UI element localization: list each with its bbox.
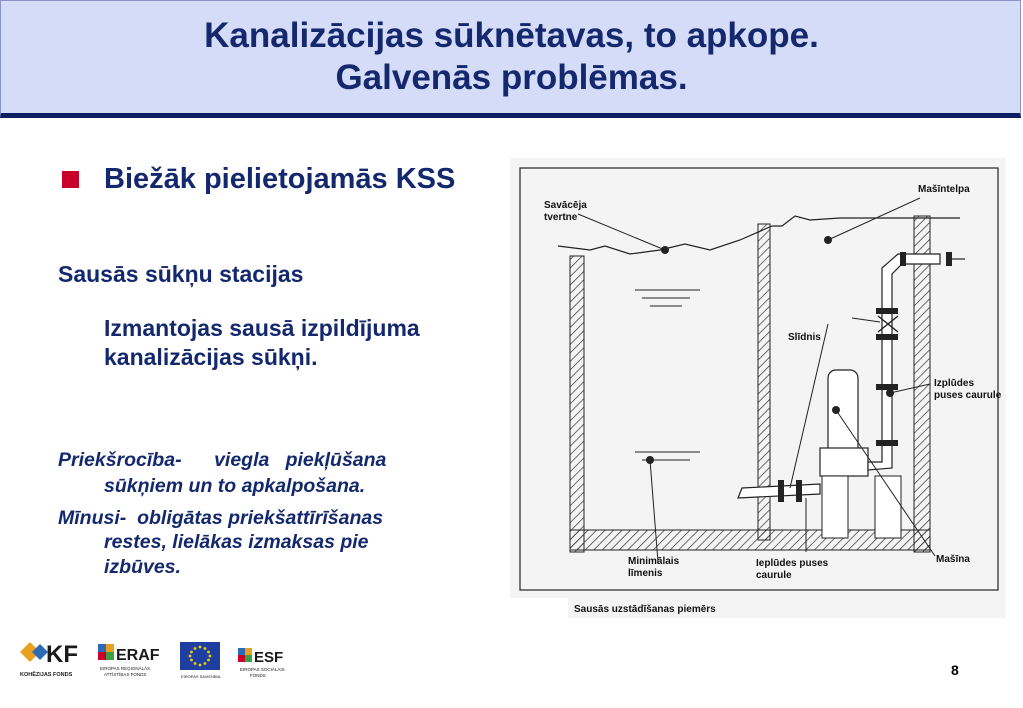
right-wall bbox=[914, 216, 930, 552]
page-number: 8 bbox=[951, 662, 959, 678]
bullet-heading: Biežāk pielietojamās KSS bbox=[104, 163, 456, 195]
pump-base bbox=[822, 476, 848, 538]
esf-logo-text: ESF bbox=[254, 649, 284, 666]
advantage-line-2: sūkņiem un to apkalpošana. bbox=[104, 475, 366, 497]
esf-logo-caption-2: FONDS bbox=[250, 673, 266, 678]
label-valve: Slīdnis bbox=[788, 332, 821, 343]
label-collection-tank-1: Savācēja bbox=[544, 200, 587, 211]
minus-line-3: izbūves. bbox=[104, 556, 181, 578]
esf-logo bbox=[238, 648, 285, 678]
eu-flag-logo bbox=[180, 642, 221, 679]
pump-casing bbox=[820, 448, 868, 476]
label-outlet-pipe-2: puses caurule bbox=[934, 390, 1002, 401]
kf-logo bbox=[20, 641, 78, 678]
label-min-level-2: līmenis bbox=[628, 568, 663, 579]
label-inlet-pipe-2: caurule bbox=[756, 570, 792, 581]
eraf-logo-text: ERAF bbox=[116, 647, 160, 664]
description-paragraph: Izmantojas sausā izpildījuma kanalizācijas sūkņi. bbox=[104, 315, 420, 370]
esf-logo-caption-1: EIROPAS SOCIĀLAIS bbox=[240, 667, 285, 672]
bullet-square-icon bbox=[62, 171, 79, 188]
label-inlet-pipe-1: Ieplūdes puses bbox=[756, 558, 829, 569]
outlet-flange-4 bbox=[876, 440, 898, 446]
eraf-logo-caption-1: EIROPAS REĢIONĀLĀS bbox=[100, 666, 151, 671]
outlet-top-flange-1 bbox=[900, 252, 906, 266]
inlet-flange-1 bbox=[778, 480, 784, 502]
outlet-top-flange-2 bbox=[946, 252, 952, 266]
label-machine: Mašīna bbox=[936, 554, 970, 565]
outlet-flange-2 bbox=[876, 334, 898, 340]
outlet-flange-1 bbox=[876, 308, 898, 314]
slide-title-line-1: Kanalizācijas sūknētavas, to apkope. bbox=[204, 16, 819, 55]
advantage-line-1: Priekšrocība- viegla piekļūšana bbox=[58, 449, 387, 471]
label-outlet-pipe-1: Izplūdes bbox=[934, 378, 975, 389]
pipe-support bbox=[875, 476, 901, 538]
eraf-logo-caption-2: ATTĪSTĪBAS FONDS bbox=[104, 672, 147, 677]
left-wall bbox=[570, 256, 584, 552]
title-bar bbox=[0, 0, 1021, 118]
slide-title bbox=[1, 15, 1022, 99]
eraf-logo bbox=[98, 644, 160, 677]
pump-station-diagram bbox=[510, 158, 1006, 618]
kf-logo-text: KF bbox=[46, 641, 78, 668]
label-collection-tank-2: tvertne bbox=[544, 212, 578, 223]
label-min-level-1: Minimālais bbox=[628, 556, 680, 567]
inlet-flange-2 bbox=[796, 480, 802, 502]
label-machine-room: Mašīntelpa bbox=[918, 184, 970, 195]
slide-title-line-2: Galvenās problēmas. bbox=[335, 58, 688, 97]
footer-logos bbox=[18, 638, 298, 684]
kf-logo-caption: KOHĒZIJAS FONDS bbox=[20, 672, 73, 678]
outlet-flange-3 bbox=[876, 384, 898, 390]
eu-logo-caption: EIROPAS SAVIENĪBA bbox=[181, 674, 221, 679]
minus-line-2: restes, lielākas izmaksas pie bbox=[104, 531, 369, 553]
pump-motor bbox=[828, 370, 858, 456]
minus-line-1: Mīnusi- obligātas priekšattīrīšanas bbox=[58, 507, 384, 529]
diagram-caption: Sausās uzstādīšanas piemērs bbox=[574, 604, 716, 615]
subheading: Sausās sūkņu stacijas bbox=[58, 261, 304, 287]
